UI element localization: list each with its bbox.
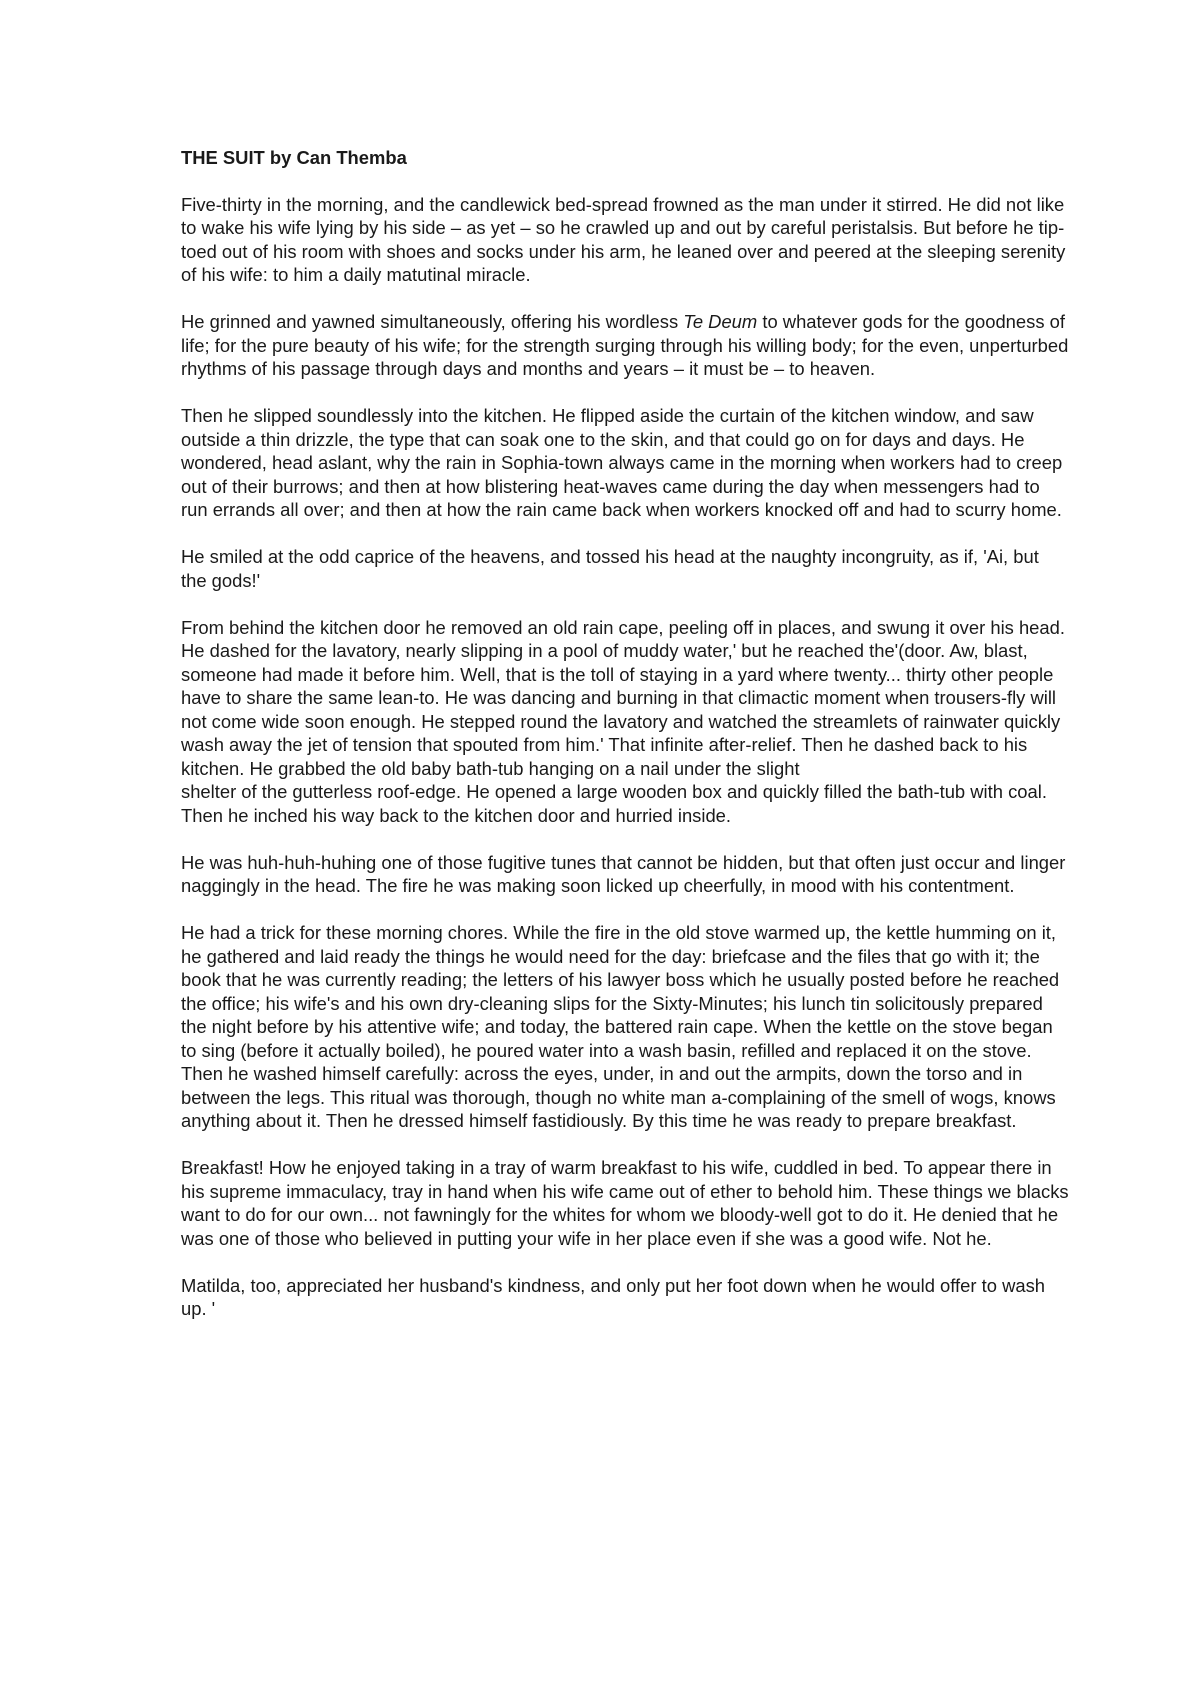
paragraph-2 — [181, 310, 1069, 381]
document-title: THE SUIT by Can Themba — [181, 147, 407, 168]
document-page — [181, 146, 1069, 1344]
paragraph-3: Then he slipped soundlessly into the kitchen. He flipped aside the curtain of the kitchen window, and saw outside a thin drizzle, the type that can soak one to the skin, and that could go on for days and days. He wondered, head aslant, why the rain in Sophia-town always came in the morning when workers had to creep out of their burrows; and then at how blistering heat-waves came during the day when messengers had to run errands all over; and then at how the rain came back when workers knocked off and had to scurry home. — [181, 405, 1063, 520]
paragraph-7: He had a trick for these morning chores. While the fire in the old stove warmed up, the kettle humming on it, he gathered and laid ready the things he would need for the day: briefcase and the files that go with it; the book that he was currently reading; the letters of his lawyer boss which he usually posted before he reached the office; his wife's and his own dry-cleaning slips for the Sixty-Minutes; his lunch tin solicitously prepared the night before by his attentive wife; and today, the battered rain cape. When the kettle on the stove began to sing (before it actually boiled), he poured water into a wash basin, refilled and replaced it on the stove. Then he washed himself carefully: across the eyes, under, in and out the armpits, down the torso and in between the legs. This ritual was thorough, though no white man a-complaining of the smell of wogs, knows anything about it. Then he dressed himself fastidiously. By this time he was ready to prepare breakfast. — [181, 922, 1060, 1131]
paragraph-6: He was huh-huh-huhing one of those fugitive tunes that cannot be hidden, but that often just occur and linger naggingly in the head. The fire he was making soon licked up cheerfully, in mood with his contentment. — [181, 851, 1066, 896]
paragraph-5-part-2: shelter of the gutterless roof-edge. He opened a large wooden box and quickly filled the bath-tub with coal. Then he inched his way back to the kitchen door and hurried inside. — [181, 781, 1047, 826]
te-deum-italic: Te Deum — [683, 311, 758, 332]
paragraph-5-part-1: From behind the kitchen door he removed an old rain cape, peeling off in places, and swung it over his head. He dashed for the lavatory, nearly slipping in a pool of muddy water,' but he reached the'(door. Aw, blast, someone had made it before him. Well, that is the toll of staying in a yard where twenty... thirty other people have to share the same lean-to. He was dancing and burning in that climactic moment when trousers-fly will not come wide soon enough. He stepped round the lavatory and watched the streamlets of rainwater quickly wash away the jet of tension that spouted from him.' That infinite after-relief. Then he dashed back to his kitchen. He grabbed the old baby bath-tub hanging on a nail under the slight — [181, 616, 1065, 779]
paragraph-4: He smiled at the odd caprice of the heavens, and tossed his head at the naughty incongruity, as if, 'Ai, but the gods!' — [181, 546, 1039, 591]
paragraph-9: Matilda, too, appreciated her husband's kindness, and only put her foot down when he would offer to wash up. ' — [181, 1274, 1046, 1319]
paragraph-2-text-start: He grinned and yawned simultaneously, offering his wordless — [181, 311, 684, 332]
paragraph-1: Five-thirty in the morning, and the candlewick bed-spread frowned as the man under it stirred. He did not like to wake his wife lying by his side – as yet – so he crawled up and out by careful peristalsis. But before he tip-toed out of his room with shoes and socks under his arm, he leaned over and peered at the sleeping serenity of his wife: to him a daily matutinal miracle. — [181, 193, 1066, 285]
paragraph-8: Breakfast! How he enjoyed taking in a tray of warm breakfast to his wife, cuddled in bed. To appear there in his supreme immaculacy, tray in hand when his wife came out of ether to behold him. These things we blacks want to do for our own... not fawningly for the whites for whom we bloody-well got to do it. He denied that he was one of those who believed in putting your wife in her place even if she was a good wife. Not he. — [181, 1157, 1069, 1249]
paragraph-2-text-end: to whatever gods for the goodness of life; for the pure beauty of his wife; for the strength surging through his willing body; for the even, unperturbed rhythms of his passage through days and months and years – it must be – to heaven. — [181, 311, 1069, 379]
paragraph-5 — [181, 616, 1069, 828]
